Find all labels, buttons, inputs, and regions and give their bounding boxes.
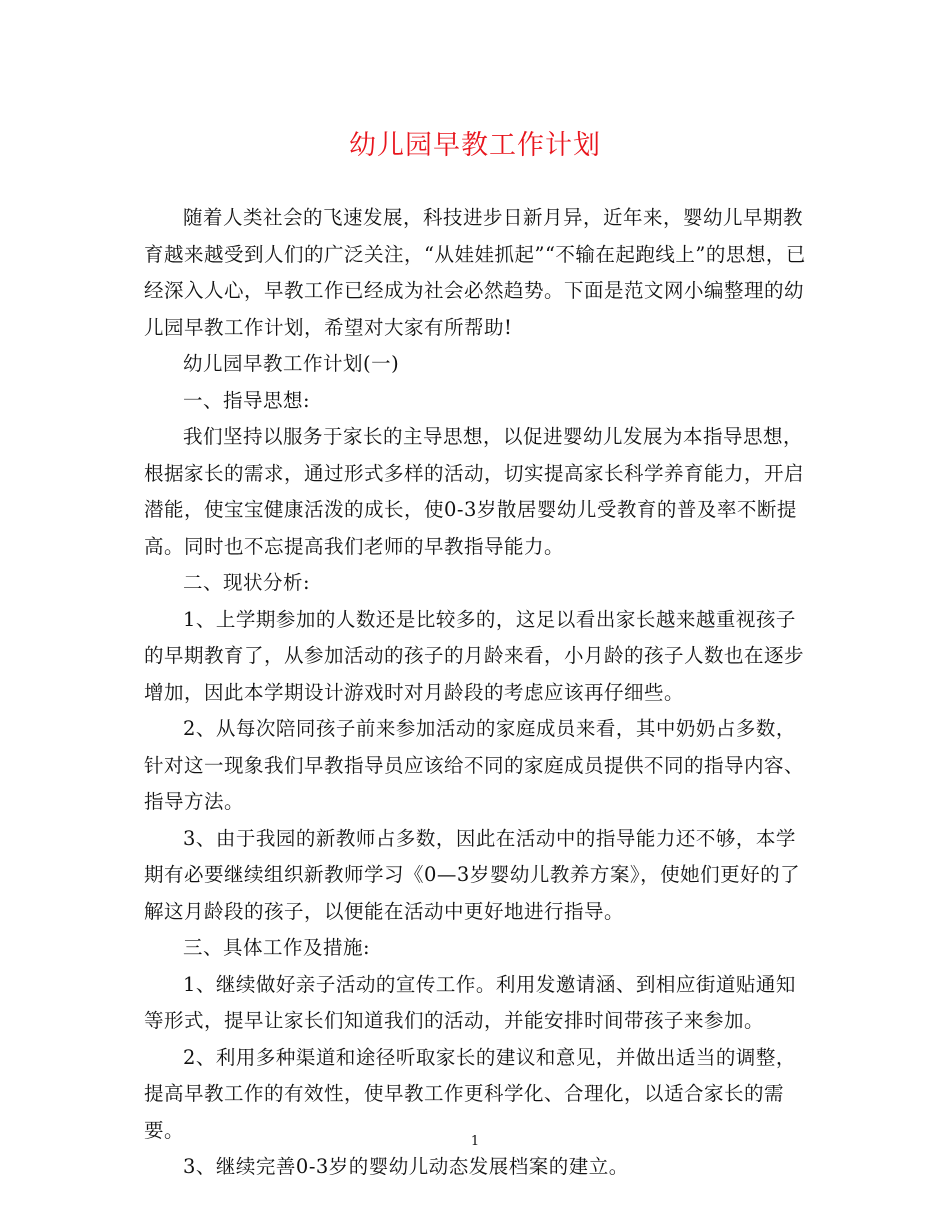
- status-item-3: 3、由于我园的新教师占多数，因此在活动中的指导能力还不够，本学期有必要继续组织新教师学习《0—3岁婴幼儿教养方案》，使她们更好的了解这月龄段的孩子，以便能在活动中更好地进行指导。: [144, 826, 801, 923]
- document-title: 幼儿园早教工作计划: [349, 130, 601, 161]
- document-body: [144, 200, 808, 1186]
- page-number: 1: [470, 1134, 480, 1149]
- status-item-1: 1、上学期参加的人数还是比较多的，这足以看出家长越来越重视孩子的早期教育了，从参加活动的孩子的月龄来看，小月龄的孩子人数也在逐步增加，因此本学期设计游戏时对月龄段的考虑应该再仔细些。: [144, 607, 805, 704]
- measure-item-1: 1、继续做好亲子活动的宣传工作。利用发邀请涵、到相应街道贴通知等形式，提早让家长们知道我们的活动，并能安排时间带孩子来参加。: [144, 972, 796, 1032]
- measure-item-2: 2、利用多种渠道和途径听取家长的建议和意见，并做出适当的调整，提高早教工作的有效性，使早教工作更科学化、合理化，以适合家长的需要。: [144, 1045, 796, 1142]
- section-heading-guiding-idea: 一、指导思想:: [183, 388, 311, 412]
- status-item-2: 2、从每次陪同孩子前来参加活动的家庭成员来看，其中奶奶占多数，针对这一现象我们早教指导员应该给不同的家庭成员提供不同的指导内容、指导方法。: [144, 717, 805, 813]
- section-heading-measures: 三、具体工作及措施:: [183, 936, 371, 959]
- measure-item-3: 3、继续完善0-3岁的婴幼儿动态发展档案的建立。: [183, 1155, 629, 1178]
- section-heading-status-analysis: 二、现状分析:: [183, 571, 311, 594]
- section-heading-plan-one: 幼儿园早教工作计划(一): [183, 352, 400, 375]
- guiding-idea-paragraph: 我们坚持以服务于家长的主导思想，以促进婴幼儿发展为本指导思想，根据家长的需求，通过形式多样的活动，切实提高家长科学养育能力，开启潜能，使宝宝健康活泼的成长，使0-3岁散居婴幼儿受教育的普及率不断提高。同时也不忘提高我们老师的早教指导能力。: [144, 425, 805, 558]
- intro-paragraph: 随着人类社会的飞速发展，科技进步日新月异，近年来，婴幼儿早期教育越来越受到人们的广泛关注，“从娃娃抓起”“不输在起跑线上”的思想，已经深入人心，早教工作已经成为社会必然趋势。下面是范文网小编整理的幼儿园早教工作计划，希望对大家有所帮助!: [144, 206, 806, 339]
